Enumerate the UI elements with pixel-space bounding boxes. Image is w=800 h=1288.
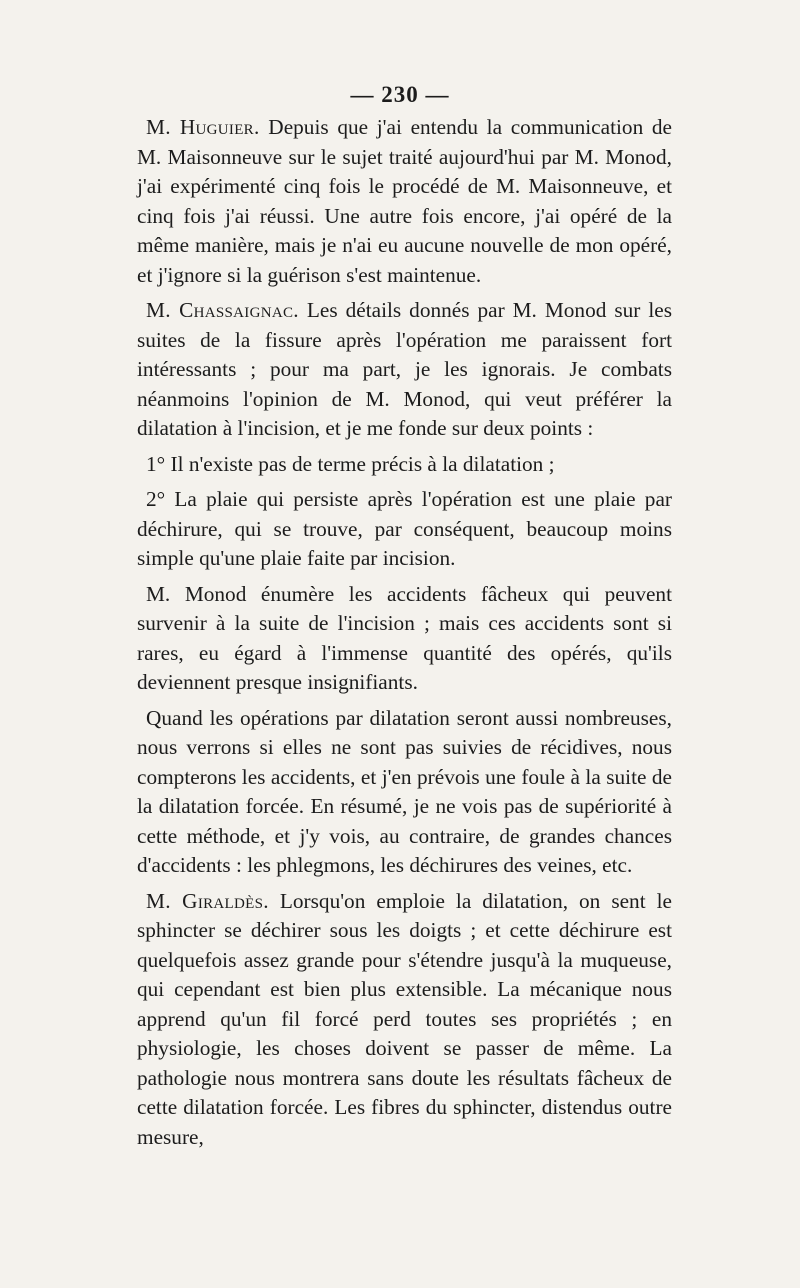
numbered-point-2 xyxy=(137,485,672,574)
paragraph-text: 1° Il n'existe pas de terme précis à la dilatation ; xyxy=(146,451,555,476)
paragraph-text: Quand les opérations par dilatation seront aussi nombreuses, nous verrons si elles ne sont pas suivies de récidives, nous compterons les accidents, et j'en prévois une foule à la suite de la dilatation forcée. En résumé, je ne vois pas de supériorité à cette méthode, et j'y vois, au contraire, de grandes chances d'accidents : les phlegmons, les déchirures des veines, etc. xyxy=(137,705,672,877)
numbered-point-1 xyxy=(137,450,672,480)
paragraph-text: 2° La plaie qui persiste après l'opération est une plaie par déchirure, qui se trouve, par conséquent, beaucoup moins simple qu'une plaie faite par incision. xyxy=(137,487,672,570)
paragraph-huguier xyxy=(137,113,672,290)
paragraph-giraldes xyxy=(137,887,672,1153)
page-number: — 230 — xyxy=(350,82,450,107)
paragraph-text: Les détails donnés par M. Monod sur les suites de la fissure après l'opération me paraissent fort intéressants ; pour ma part, je les ignorais. Je combats néanmoins l'opinion de M. Monod, qui veut préférer la dilatation à l'incision, et je me fonde sur deux points : xyxy=(137,298,672,440)
paragraph-text: Depuis que j'ai entendu la communication de M. Maisonneuve sur le sujet traité aujourd'hui par M. Monod, j'ai expérimenté cinq fois le procédé de M. Maisonneuve, et cinq fois j'ai réussi. Une autre fois encore, j'ai opéré de la même manière, mais je n'ai eu aucune nouvelle de mon opéré, et j'ignore si la guérison s'est maintenue. xyxy=(137,115,672,287)
paragraph-chassaignac xyxy=(137,296,672,444)
speaker-name: M. Giraldès. xyxy=(146,888,269,913)
paragraph-text: M. Monod énumère les accidents fâcheux qui peuvent survenir à la suite de l'incision ; mais ces accidents sont si rares, eu égard à l'immense quantité des opérés, qu'ils deviennent presque insignifiants. xyxy=(137,581,672,694)
speaker-name: M. Huguier. xyxy=(146,115,260,139)
paragraph-monod-accidents xyxy=(137,580,672,698)
paragraph-dilatation-results xyxy=(137,704,672,881)
paragraph-text: Lorsqu'on emploie la dilatation, on sent le sphincter se déchirer sous les doigts ; et cette déchirure est quelquefois assez grande pour s'étendre jusqu'à la muqueuse, qui cependant est bien plus extensible. La mécanique nous apprend qu'un fil forcé perd toutes ses propriétés ; en physiologie, les choses doivent se passer de même. La pathologie nous montrera sans doute les résultats fâcheux de cette dilatation forcée. Les fibres du sphincter, distendus outre mesure, xyxy=(137,888,672,1149)
speaker-name: M. Chassaignac. xyxy=(146,298,299,322)
body-text xyxy=(137,113,672,1158)
